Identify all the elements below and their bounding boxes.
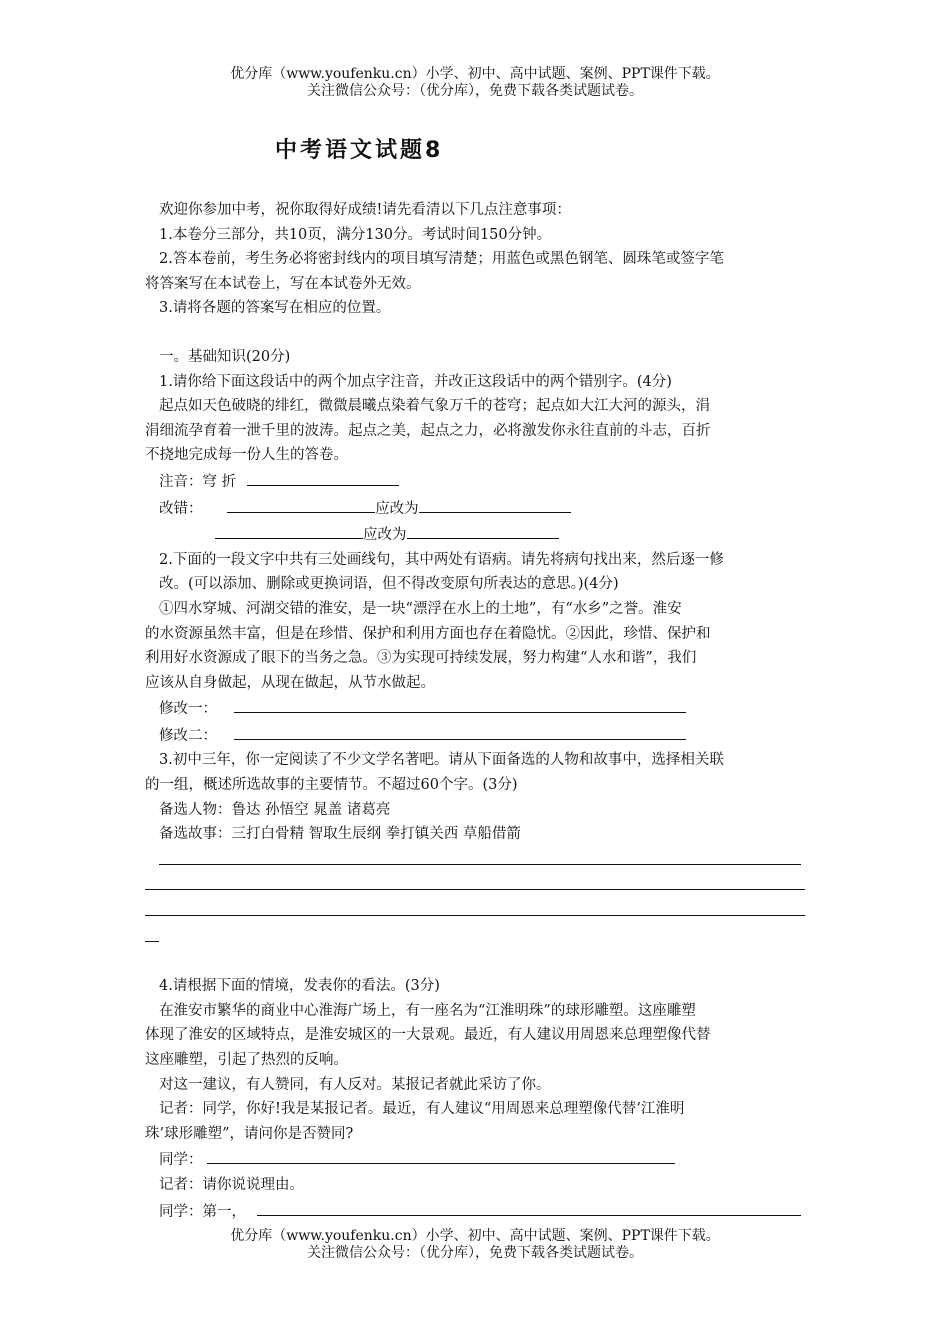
q1-wrong-blank-1[interactable] [227, 495, 375, 513]
q4-reporter-2: 记者：请你说说理由。 [159, 1176, 304, 1193]
q3-answer-stub[interactable] [145, 924, 159, 942]
q4-student-blank-1[interactable] [207, 1146, 675, 1164]
q1-correct-label: 改错： [159, 500, 203, 517]
page-title: 中考语文试题8 [275, 138, 444, 163]
q1-correct-row-1 [145, 495, 805, 522]
footer-line-1: 优分库（www.youfenku.cn）小学、初中、高中试题、案例、PPT课件下载。 [230, 1228, 720, 1244]
intro-note-1: 1.本卷分三部分，共10页，满分130分。考试时间150分钟。 [159, 226, 552, 243]
q4-reporter-1a: 记者：同学，你好!我是某报记者。最近，有人建议“用周恩来总理塑像代替‘江淮明 [159, 1101, 685, 1118]
page-footer [0, 1228, 950, 1262]
q4-student-blank-2[interactable] [257, 1198, 801, 1216]
q4-student-row-2 [145, 1198, 805, 1225]
header-line-1: 优分库（www.youfenku.cn）小学、初中、高中试题、案例、PPT课件下载。 [230, 66, 720, 82]
q4-student-label-2: 同学：第一， [159, 1203, 246, 1220]
q2-prompt-1: 2.下面的一段文字中共有三处画线句，其中两处有语病。请先将病句找出来，然后逐一修 [159, 551, 724, 568]
q1-wrong-blank-2[interactable] [215, 521, 363, 539]
q1-should-be-2: 应改为 [363, 527, 407, 544]
q2-fix-blank-1[interactable] [234, 695, 686, 713]
q3-characters: 备选人物：鲁达 孙悟空 晁盖 诸葛亮 [159, 801, 391, 818]
q1-should-be-1: 应改为 [375, 500, 419, 517]
intro-note-2b: 将答案写在本试卷上，写在本试卷外无效。 [145, 275, 421, 292]
intro-note-2a: 2.答本卷前，考生务必将密封线内的项目填写清楚；用蓝色或黑色钢笔、圆珠笔或签字笔 [159, 251, 724, 268]
q1-passage-1: 起点如天色破晓的绯红，微微晨曦点染着气象万千的苍穹；起点如大江大河的源头，涓 [159, 398, 710, 415]
q2-fix-row-2 [145, 722, 805, 749]
exam-content [145, 198, 805, 1224]
q3-answer-line-4 [145, 924, 805, 951]
q3-answer-line-2[interactable] [145, 872, 805, 890]
q3-answer-line-1[interactable] [159, 847, 801, 865]
q4-student-label-1: 同学： [159, 1152, 203, 1169]
page-header [0, 66, 950, 100]
q2-passage-2: 的水资源虽然丰富，但是在珍惜、保护和利用方面也存在着隐忧。②因此，珍惜、保护和 [145, 625, 711, 642]
section1-heading: 一。基础知识(20分) [159, 348, 291, 365]
q2-passage-1: ①四水穿城、河湖交错的淮安，是一块“漂浮在水上的土地”，有“水乡”之誉。淮安 [159, 600, 682, 617]
q2-fix-blank-2[interactable] [234, 722, 686, 740]
q1-passage-3: 不挠地完成每一份人生的答卷。 [145, 447, 348, 464]
q1-correct-row-2 [145, 521, 805, 548]
q3-answer-line-3[interactable] [145, 898, 805, 916]
intro-welcome: 欢迎你参加中考，祝你取得好成绩!请先看清以下几点注意事项： [159, 202, 571, 218]
q2-fix-row-1 [145, 695, 805, 722]
q4-prompt: 4.请根据下面的情境，发表你的看法。(3分) [159, 978, 440, 995]
q1-right-blank-1[interactable] [419, 495, 571, 513]
q2-fix-label-2: 修改二： [159, 727, 217, 744]
q1-prompt: 1.请你给下面这段话中的两个加点字注音，并改正这段话中的两个错别字。(4分) [159, 373, 672, 390]
q2-passage-4: 应该从自身做起，从现在做起，从节水做起。 [145, 674, 435, 691]
q1-right-blank-2[interactable] [407, 521, 559, 539]
q4-student-row-1 [145, 1146, 805, 1173]
q3-prompt-2: 的一组，概述所选故事的主要情节。不超过60个字。(3分) [145, 777, 518, 794]
q3-prompt-1: 3.初中三年，你一定阅读了不少文学名著吧。请从下面备选的人物和故事中，选择相关联 [159, 752, 724, 769]
intro-note-3: 3.请将各题的答案写在相应的位置。 [159, 300, 391, 317]
q1-pinyin-row [145, 468, 805, 495]
q4-passage-2: 体现了淮安的区域特点，是淮安城区的一大景观。最近，有人建议用周恩来总理塑像代替 [145, 1027, 711, 1044]
q2-prompt-2: 改。(可以添加、删除或更换词语，但不得改变原句所表达的意思。)(4分) [159, 576, 619, 593]
q4-passage-1: 在淮安市繁华的商业中心淮海广场上，有一座名为“江淮明珠”的球形雕塑。这座雕塑 [159, 1002, 696, 1019]
q4-passage-4: 对这一建议，有人赞同，有人反对。某报记者就此采访了你。 [159, 1076, 551, 1093]
q4-passage-3: 这座雕塑，引起了热烈的反响。 [145, 1052, 348, 1068]
header-line-2: 关注微信公众号：（优分库），免费下载各类试题试卷。 [307, 83, 643, 99]
q4-reporter-1b: 珠’球形雕塑”，请问你是否赞同? [145, 1125, 354, 1142]
q2-passage-3: 利用好水资源成了眼下的当务之急。③为实现可持续发展，努力构建“人水和谐”，我们 [145, 650, 697, 667]
footer-line-2: 关注微信公众号：（优分库），免费下载各类试题试卷。 [307, 1245, 643, 1261]
q1-pinyin-blank[interactable] [247, 468, 399, 486]
q1-passage-2: 涓细流孕育着一泄千里的波涛。起点之美，起点之力，必将激发你永往直前的斗志，百折 [145, 422, 711, 439]
q2-fix-label-1: 修改一： [159, 701, 217, 718]
q3-stories: 备选故事：三打白骨精 智取生辰纲 拳打镇关西 草船借箭 [159, 826, 521, 843]
q1-pinyin-label: 注音：穹 折 [159, 473, 237, 490]
